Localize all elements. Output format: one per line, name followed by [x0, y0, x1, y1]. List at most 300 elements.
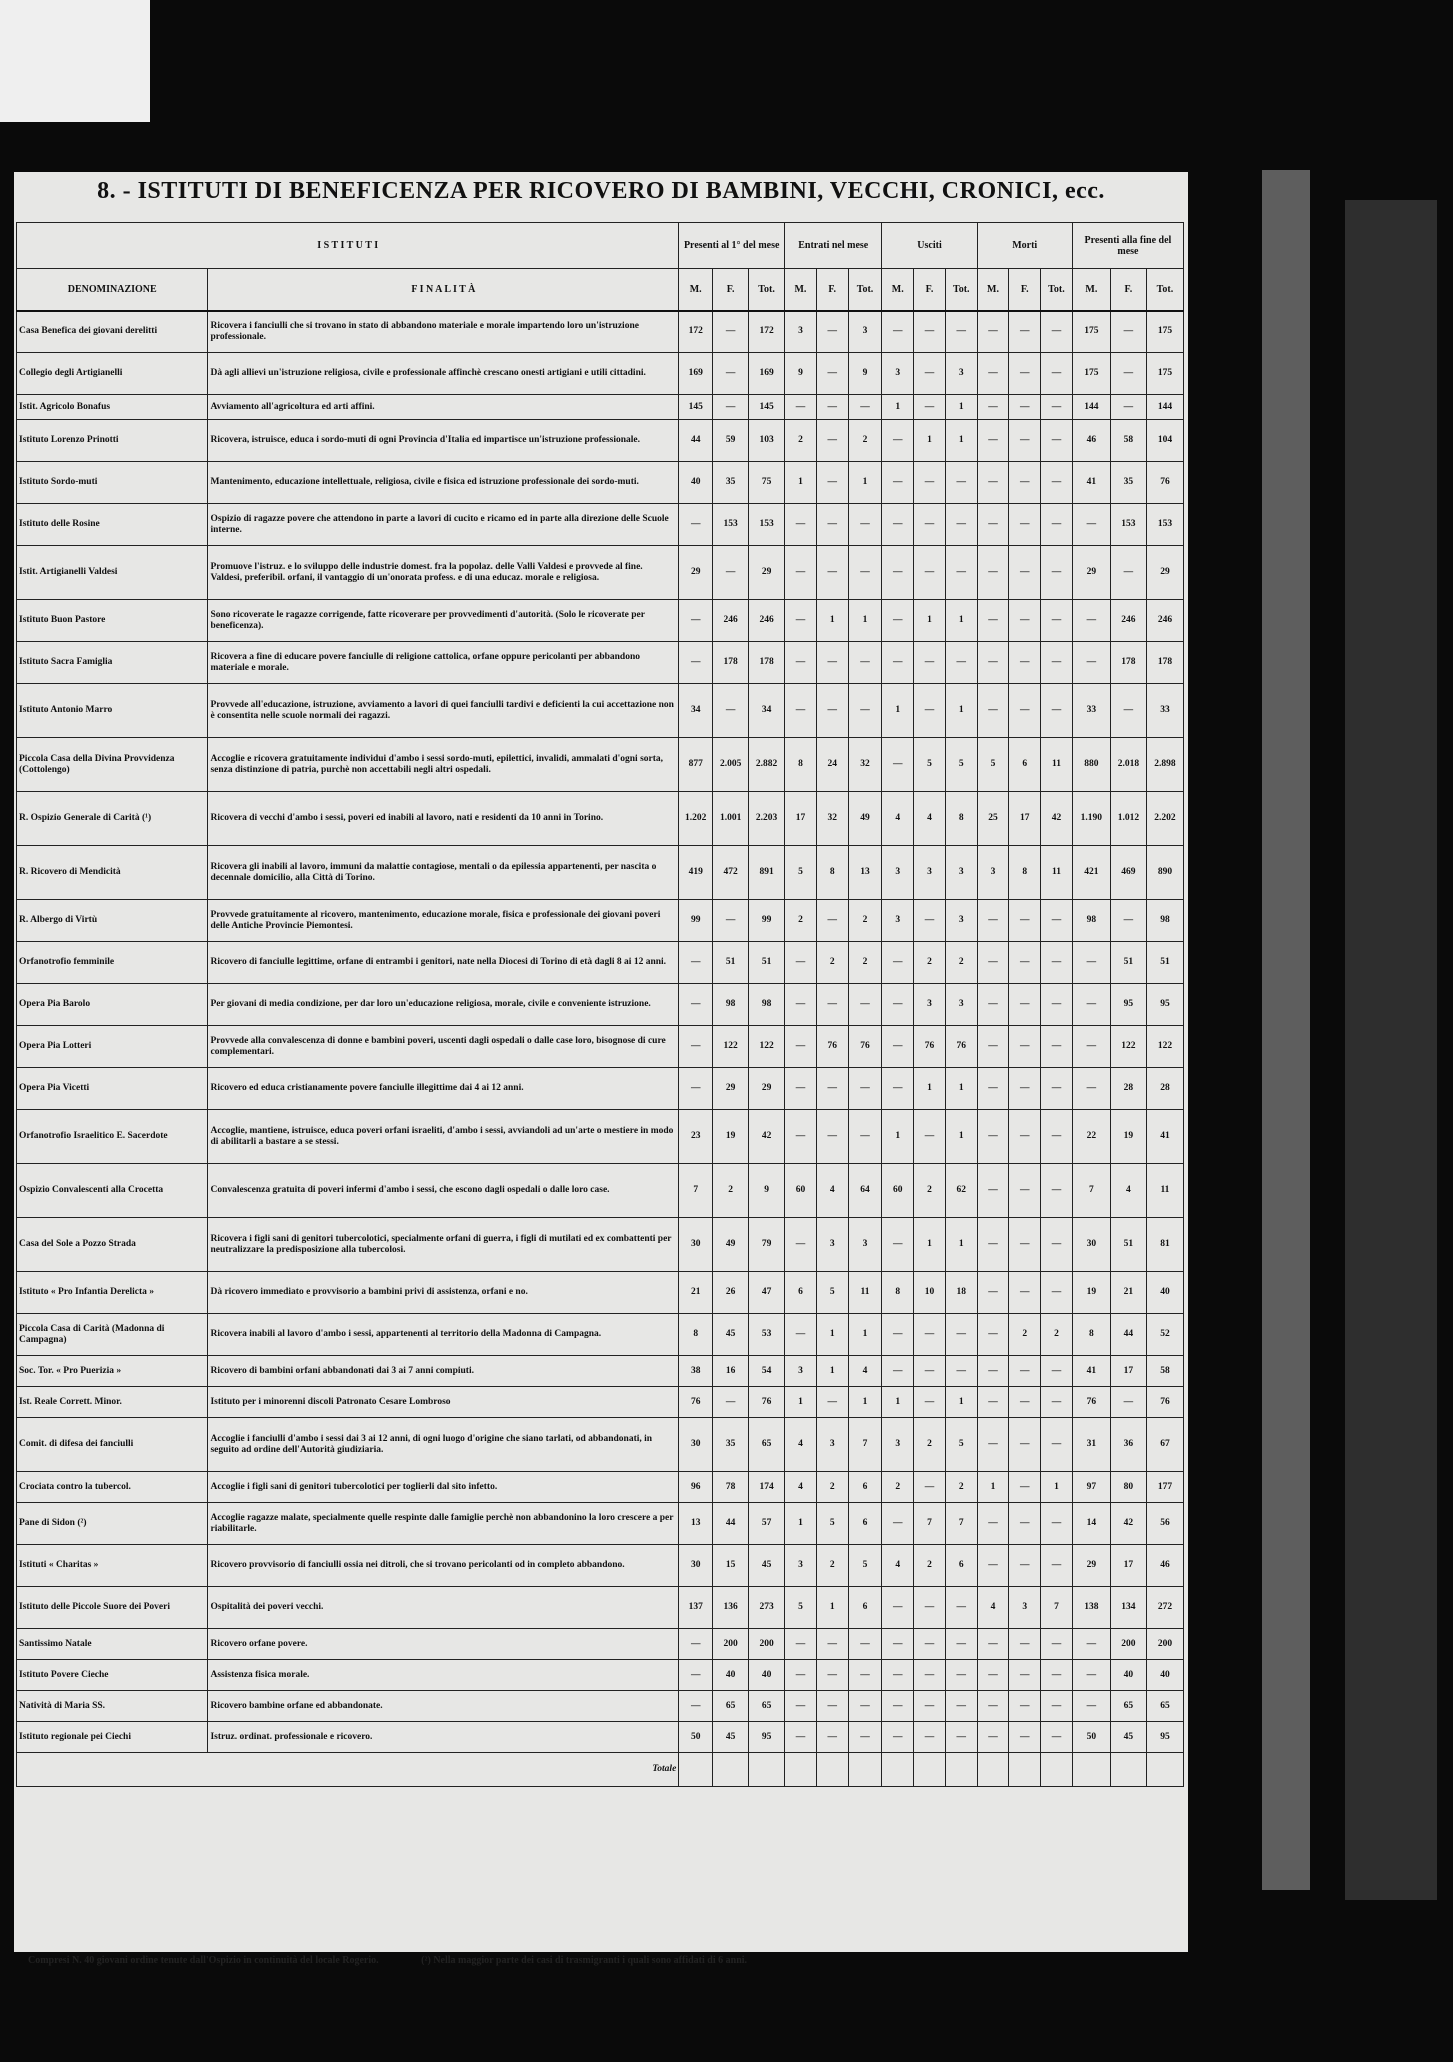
count-cell: —	[882, 1356, 914, 1387]
count-cell: —	[1041, 1026, 1073, 1068]
count-cell: —	[1041, 546, 1073, 600]
count-cell: 178	[713, 642, 749, 684]
institute-purpose: Ricovera a fine di educare povere fanciulle di religione cattolica, orfane oppure pericolanti per abbandono materiale e morale.	[208, 642, 679, 684]
institute-name: Istit. Artigianelli Valdesi	[17, 546, 208, 600]
count-cell: 95	[749, 1722, 785, 1753]
count-cell: 137	[679, 1587, 713, 1629]
institute-purpose: Accoglie, mantiene, istruisce, educa poveri orfani israeliti, d'ambo i sessi, avviandoli ad un'arte o mestiere in modo di abilitarli a bastare a se stessi.	[208, 1110, 679, 1164]
count-cell: 122	[1146, 1026, 1183, 1068]
table-row	[17, 1472, 1184, 1503]
institute-name: Opera Pia Lotteri	[17, 1026, 208, 1068]
count-cell: 246	[1146, 600, 1183, 642]
count-cell: 11	[848, 1272, 882, 1314]
institute-name: Casa del Sole a Pozzo Strada	[17, 1218, 208, 1272]
count-cell: 54	[749, 1356, 785, 1387]
count-cell: —	[816, 311, 848, 353]
count-cell: 2	[914, 942, 946, 984]
count-cell: 469	[1110, 846, 1146, 900]
count-cell: —	[977, 1314, 1009, 1356]
count-cell: 9	[749, 1164, 785, 1218]
count-cell: —	[816, 462, 848, 504]
count-cell: 28	[1146, 1068, 1183, 1110]
count-cell: 3	[848, 1218, 882, 1272]
count-cell: 42	[1110, 1503, 1146, 1545]
count-cell: 1	[914, 1218, 946, 1272]
count-cell: 98	[1072, 900, 1110, 942]
count-cell: —	[1009, 1026, 1041, 1068]
count-cell: —	[914, 684, 946, 738]
count-cell: 98	[749, 984, 785, 1026]
count-cell: —	[945, 546, 977, 600]
count-cell: 2	[785, 420, 817, 462]
institute-purpose: Dà agli allievi un'istruzione religiosa, civile e professionale affinchè crescano onesti artigiani e utili cittadini.	[208, 353, 679, 395]
count-cell: 3	[848, 311, 882, 353]
count-cell: —	[1009, 546, 1041, 600]
count-cell: —	[1009, 462, 1041, 504]
count-cell: 32	[816, 792, 848, 846]
table-row	[17, 642, 1184, 684]
count-cell: —	[679, 1026, 713, 1068]
table-row	[17, 738, 1184, 792]
institute-purpose: Istruz. ordinat. professionale e ricovero.	[208, 1722, 679, 1753]
table-row	[17, 792, 1184, 846]
count-cell: 153	[713, 504, 749, 546]
count-cell: —	[945, 1660, 977, 1691]
count-cell: 2	[848, 942, 882, 984]
count-cell: —	[848, 1068, 882, 1110]
institute-purpose: Provvede gratuitamente al ricovero, mantenimento, educazione morale, fisica e professionale dei giovani poveri delle Antiche Provincie Piemontesi.	[208, 900, 679, 942]
count-cell: 2	[914, 1164, 946, 1218]
count-cell: 1	[848, 1314, 882, 1356]
institutes-table	[16, 222, 1184, 1787]
count-cell: 144	[1146, 395, 1183, 420]
count-cell: 2	[785, 900, 817, 942]
page-corner-light	[0, 0, 150, 122]
table-row	[17, 600, 1184, 642]
count-cell: 7	[1041, 1587, 1073, 1629]
institute-name: Ist. Reale Corrett. Minor.	[17, 1387, 208, 1418]
count-cell: 17	[1110, 1356, 1146, 1387]
count-cell: —	[1009, 984, 1041, 1026]
count-cell: 175	[1072, 311, 1110, 353]
count-cell: —	[914, 504, 946, 546]
count-cell: —	[1041, 600, 1073, 642]
count-cell: 76	[679, 1387, 713, 1418]
count-cell: 95	[1146, 1722, 1183, 1753]
count-cell: 17	[1009, 792, 1041, 846]
count-cell: 96	[679, 1472, 713, 1503]
count-cell: —	[679, 984, 713, 1026]
count-cell: —	[914, 1629, 946, 1660]
count-cell: —	[679, 942, 713, 984]
count-cell: 1	[816, 1587, 848, 1629]
institute-purpose: Accoglie e ricovera gratuitamente individui d'ambo i sessi sordo-muti, epilettici, invalidi, ammalati d'ogni sorta, senza distinzione di patria, purchè non accettabili negli altri ospedali.	[208, 738, 679, 792]
count-cell: 7	[848, 1418, 882, 1472]
count-cell: 97	[1072, 1472, 1110, 1503]
count-cell: 7	[914, 1503, 946, 1545]
table-row	[17, 1356, 1184, 1387]
count-cell: 13	[679, 1503, 713, 1545]
count-cell: 51	[1110, 1218, 1146, 1272]
count-cell: —	[816, 1110, 848, 1164]
count-cell: —	[1041, 1691, 1073, 1722]
count-cell: 45	[1110, 1722, 1146, 1753]
institute-name: Soc. Tor. « Pro Puerizia »	[17, 1356, 208, 1387]
count-cell: 175	[1146, 311, 1183, 353]
count-cell: 7	[679, 1164, 713, 1218]
count-cell: 31	[1072, 1418, 1110, 1472]
count-cell: 46	[1072, 420, 1110, 462]
count-cell: 200	[749, 1629, 785, 1660]
count-cell: 58	[1146, 1356, 1183, 1387]
count-cell: 41	[1146, 1110, 1183, 1164]
total-row	[17, 1753, 1184, 1787]
count-cell: 4	[882, 792, 914, 846]
count-cell: —	[977, 984, 1009, 1026]
count-cell: —	[1041, 504, 1073, 546]
table-row	[17, 395, 1184, 420]
institute-name: Istituto Sordo-muti	[17, 462, 208, 504]
count-cell: —	[882, 1503, 914, 1545]
count-cell: —	[1041, 353, 1073, 395]
count-cell: 1	[1041, 1472, 1073, 1503]
count-cell: 29	[1146, 546, 1183, 600]
count-cell: —	[1009, 1629, 1041, 1660]
institute-purpose: Mantenimento, educazione intellettuale, religiosa, civile e fisica ed istruzione professionale dei sordo-muti.	[208, 462, 679, 504]
col-tot-header: Tot.	[848, 269, 882, 311]
count-cell: —	[1009, 1472, 1041, 1503]
count-cell: 2	[1009, 1314, 1041, 1356]
count-cell: —	[785, 1026, 817, 1068]
table-row	[17, 1545, 1184, 1587]
count-cell: 99	[749, 900, 785, 942]
count-cell: 95	[1110, 984, 1146, 1026]
count-cell: —	[1009, 1691, 1041, 1722]
count-cell: —	[882, 546, 914, 600]
count-cell: —	[882, 1722, 914, 1753]
count-cell: 40	[679, 462, 713, 504]
count-cell: —	[785, 1068, 817, 1110]
table-row	[17, 504, 1184, 546]
institute-name: Istituto Buon Pastore	[17, 600, 208, 642]
count-cell: —	[882, 738, 914, 792]
count-cell: 7	[945, 1503, 977, 1545]
count-cell: 1	[882, 1110, 914, 1164]
institute-name: Santissimo Natale	[17, 1629, 208, 1660]
count-cell: —	[1041, 462, 1073, 504]
institute-name: Pane di Sidon (²)	[17, 1503, 208, 1545]
total-cell	[1072, 1753, 1110, 1787]
table-row	[17, 900, 1184, 942]
count-cell: 14	[1072, 1503, 1110, 1545]
count-cell: 3	[945, 900, 977, 942]
count-cell: —	[945, 504, 977, 546]
institute-name: R. Albergo di Virtù	[17, 900, 208, 942]
count-cell: —	[1072, 1629, 1110, 1660]
count-cell: 1	[914, 420, 946, 462]
count-cell: —	[977, 1218, 1009, 1272]
count-cell: 2	[945, 1472, 977, 1503]
count-cell: —	[816, 546, 848, 600]
count-cell: —	[1041, 1387, 1073, 1418]
count-cell: 6	[848, 1503, 882, 1545]
count-cell: 1	[945, 1218, 977, 1272]
count-cell: —	[713, 900, 749, 942]
count-cell: 2	[914, 1545, 946, 1587]
count-cell: 51	[1146, 942, 1183, 984]
count-cell: 1	[914, 1068, 946, 1110]
institute-purpose: Assistenza fisica morale.	[208, 1660, 679, 1691]
institute-purpose: Ricovero orfane povere.	[208, 1629, 679, 1660]
institute-purpose: Istituto per i minorenni discoli Patronato Cesare Lombroso	[208, 1387, 679, 1418]
count-cell: —	[1009, 1418, 1041, 1472]
table-row	[17, 1026, 1184, 1068]
count-cell: —	[785, 504, 817, 546]
count-cell: 99	[679, 900, 713, 942]
count-cell: 34	[679, 684, 713, 738]
count-cell: 8	[1072, 1314, 1110, 1356]
count-cell: 45	[713, 1722, 749, 1753]
count-cell: 25	[977, 792, 1009, 846]
count-cell: 1	[785, 1387, 817, 1418]
count-cell: —	[816, 642, 848, 684]
institute-purpose: Per giovani di media condizione, per dar loro un'educazione religiosa, morale, civile e conveniente istruzione.	[208, 984, 679, 1026]
institute-name: Istituto Sacra Famiglia	[17, 642, 208, 684]
count-cell: —	[679, 600, 713, 642]
count-cell: —	[785, 1314, 817, 1356]
count-cell: —	[1041, 1218, 1073, 1272]
count-cell: 1	[848, 1387, 882, 1418]
count-cell: 8	[882, 1272, 914, 1314]
count-cell: 30	[679, 1545, 713, 1587]
count-cell: 45	[749, 1545, 785, 1587]
count-cell: 2	[816, 1545, 848, 1587]
institute-purpose: Accoglie i fanciulli d'ambo i sessi dai 3 ai 12 anni, di ogni luogo d'origine che siano tarlati, od abbandonati, in seguito ad ordine dell'Autorità giudiziaria.	[208, 1418, 679, 1472]
count-cell: —	[1009, 1503, 1041, 1545]
institute-purpose: Promuove l'istruz. e lo sviluppo delle industrie domest. fra la popolaz. delle Valli Valdesi e provvede al fine. Valdesi, preferibil. orfani, il vantaggio di un'onorata profess. e di una educaz. morale e religiosa.	[208, 546, 679, 600]
count-cell: —	[1009, 1110, 1041, 1164]
count-cell: 1	[816, 600, 848, 642]
presenti-fine-header: Presenti alla fine del mese	[1072, 223, 1183, 269]
count-cell: 2	[882, 1472, 914, 1503]
institute-name: Orfanotrofio femminile	[17, 942, 208, 984]
count-cell: 40	[749, 1660, 785, 1691]
table-row	[17, 1722, 1184, 1753]
count-cell: 15	[713, 1545, 749, 1587]
entrati-header: Entrati nel mese	[785, 223, 882, 269]
count-cell: —	[785, 1629, 817, 1660]
count-cell: 1	[977, 1472, 1009, 1503]
count-cell: —	[882, 984, 914, 1026]
count-cell: 3	[1009, 1587, 1041, 1629]
page-edge-shadow	[1262, 170, 1310, 1890]
count-cell: —	[785, 1660, 817, 1691]
count-cell: —	[816, 353, 848, 395]
count-cell: 138	[1072, 1587, 1110, 1629]
count-cell: 3	[785, 311, 817, 353]
count-cell: 36	[1110, 1418, 1146, 1472]
col-tot-header: Tot.	[1041, 269, 1073, 311]
count-cell: 6	[785, 1272, 817, 1314]
count-cell: 1	[848, 600, 882, 642]
count-cell: 246	[713, 600, 749, 642]
count-cell: —	[977, 1503, 1009, 1545]
count-cell: —	[1041, 420, 1073, 462]
count-cell: —	[713, 353, 749, 395]
table-row	[17, 684, 1184, 738]
count-cell: 11	[1041, 846, 1073, 900]
count-cell: 32	[848, 738, 882, 792]
count-cell: —	[1041, 1722, 1073, 1753]
count-cell: —	[914, 1472, 946, 1503]
col-tot-header: Tot.	[1146, 269, 1183, 311]
institute-purpose: Accoglie ragazze malate, specialmente quelle respinte dalle famiglie perchè non abbandonino la loro crescere a per riabilitarle.	[208, 1503, 679, 1545]
institute-name: Istituto delle Piccole Suore dei Poveri	[17, 1587, 208, 1629]
count-cell: 3	[882, 846, 914, 900]
count-cell: —	[1110, 900, 1146, 942]
count-cell: 3	[882, 900, 914, 942]
count-cell: —	[977, 1722, 1009, 1753]
count-cell: 419	[679, 846, 713, 900]
count-cell: —	[679, 642, 713, 684]
institute-name: Natività di Maria SS.	[17, 1691, 208, 1722]
count-cell: 35	[713, 462, 749, 504]
count-cell: —	[1110, 546, 1146, 600]
count-cell: —	[977, 1164, 1009, 1218]
count-cell: —	[1009, 1660, 1041, 1691]
count-cell: —	[1041, 1110, 1073, 1164]
count-cell: —	[914, 1314, 946, 1356]
count-cell: —	[977, 353, 1009, 395]
count-cell: 5	[977, 738, 1009, 792]
count-cell: 5	[816, 1503, 848, 1545]
count-cell: —	[848, 684, 882, 738]
table-row	[17, 846, 1184, 900]
count-cell: 2.898	[1146, 738, 1183, 792]
page-title: 8. - ISTITUTI DI BENEFICENZA PER RICOVERO DI BAMBINI, VECCHI, CRONICI, ecc.	[97, 178, 1105, 204]
count-cell: —	[848, 984, 882, 1026]
institute-name: Ospizio Convalescenti alla Crocetta	[17, 1164, 208, 1218]
istituti-header: I S T I T U T I	[17, 223, 679, 269]
institute-name: Istituto Povere Cieche	[17, 1660, 208, 1691]
count-cell: —	[816, 395, 848, 420]
count-cell: 98	[713, 984, 749, 1026]
institute-purpose: Ospitalità dei poveri vecchi.	[208, 1587, 679, 1629]
table-row	[17, 1387, 1184, 1418]
total-cell	[848, 1753, 882, 1787]
count-cell: 42	[1041, 792, 1073, 846]
count-cell: —	[977, 1629, 1009, 1660]
count-cell: —	[1009, 1387, 1041, 1418]
count-cell: —	[977, 1356, 1009, 1387]
count-cell: 880	[1072, 738, 1110, 792]
count-cell: 46	[1146, 1545, 1183, 1587]
institute-name: Collegio degli Artigianelli	[17, 353, 208, 395]
count-cell: —	[1072, 600, 1110, 642]
count-cell: 21	[1110, 1272, 1146, 1314]
total-label: Totale	[17, 1753, 679, 1787]
count-cell: 1	[785, 1503, 817, 1545]
count-cell: —	[914, 546, 946, 600]
count-cell: —	[977, 462, 1009, 504]
count-cell: 40	[1146, 1660, 1183, 1691]
institute-name: Istituto « Pro Infantia Derelicta »	[17, 1272, 208, 1314]
col-f-header: F.	[816, 269, 848, 311]
count-cell: —	[977, 1026, 1009, 1068]
count-cell: 76	[1146, 1387, 1183, 1418]
count-cell: 1	[785, 462, 817, 504]
count-cell: —	[882, 1068, 914, 1110]
institute-purpose: Ricovero di fanciulle legittime, orfane di entrambi i genitori, nate nella Diocesi di Torino di età dagli 8 ai 12 anni.	[208, 942, 679, 984]
count-cell: 3	[914, 984, 946, 1026]
count-cell: 178	[749, 642, 785, 684]
count-cell: 76	[1072, 1387, 1110, 1418]
count-cell: 29	[1072, 1545, 1110, 1587]
total-cell	[945, 1753, 977, 1787]
count-cell: —	[1009, 1272, 1041, 1314]
count-cell: 44	[679, 420, 713, 462]
count-cell: —	[1110, 1387, 1146, 1418]
count-cell: 50	[1072, 1722, 1110, 1753]
count-cell: 2	[713, 1164, 749, 1218]
count-cell: 29	[749, 1068, 785, 1110]
total-cell	[749, 1753, 785, 1787]
count-cell: 11	[1146, 1164, 1183, 1218]
count-cell: —	[785, 684, 817, 738]
count-cell: 30	[679, 1218, 713, 1272]
count-cell: 2.018	[1110, 738, 1146, 792]
count-cell: —	[1041, 311, 1073, 353]
count-cell: —	[713, 1387, 749, 1418]
count-cell: 4	[977, 1587, 1009, 1629]
count-cell: —	[1041, 984, 1073, 1026]
table-row	[17, 1629, 1184, 1660]
count-cell: —	[816, 1629, 848, 1660]
count-cell: 5	[945, 738, 977, 792]
count-cell: 22	[1072, 1110, 1110, 1164]
count-cell: 136	[713, 1587, 749, 1629]
institute-name: R. Ospizio Generale di Carità (¹)	[17, 792, 208, 846]
count-cell: 17	[785, 792, 817, 846]
count-cell: 153	[1146, 504, 1183, 546]
count-cell: 122	[749, 1026, 785, 1068]
count-cell: —	[1110, 353, 1146, 395]
count-cell: 60	[882, 1164, 914, 1218]
institute-name: Opera Pia Vicetti	[17, 1068, 208, 1110]
count-cell: 76	[945, 1026, 977, 1068]
count-cell: —	[848, 1660, 882, 1691]
count-cell: —	[977, 1418, 1009, 1472]
count-cell: 134	[1110, 1587, 1146, 1629]
count-cell: 9	[848, 353, 882, 395]
total-cell	[679, 1753, 713, 1787]
table-row	[17, 1691, 1184, 1722]
count-cell: 50	[679, 1722, 713, 1753]
count-cell: —	[882, 600, 914, 642]
count-cell: 41	[1072, 1356, 1110, 1387]
count-cell: —	[1072, 504, 1110, 546]
count-cell: —	[1009, 353, 1041, 395]
count-cell: 49	[713, 1218, 749, 1272]
count-cell: —	[977, 684, 1009, 738]
count-cell: —	[1041, 642, 1073, 684]
table-row	[17, 420, 1184, 462]
count-cell: —	[1072, 1660, 1110, 1691]
count-cell: 64	[848, 1164, 882, 1218]
institute-name: R. Ricovero di Mendicità	[17, 846, 208, 900]
table-row	[17, 1314, 1184, 1356]
institute-name: Piccola Casa della Divina Provvidenza (Cottolengo)	[17, 738, 208, 792]
